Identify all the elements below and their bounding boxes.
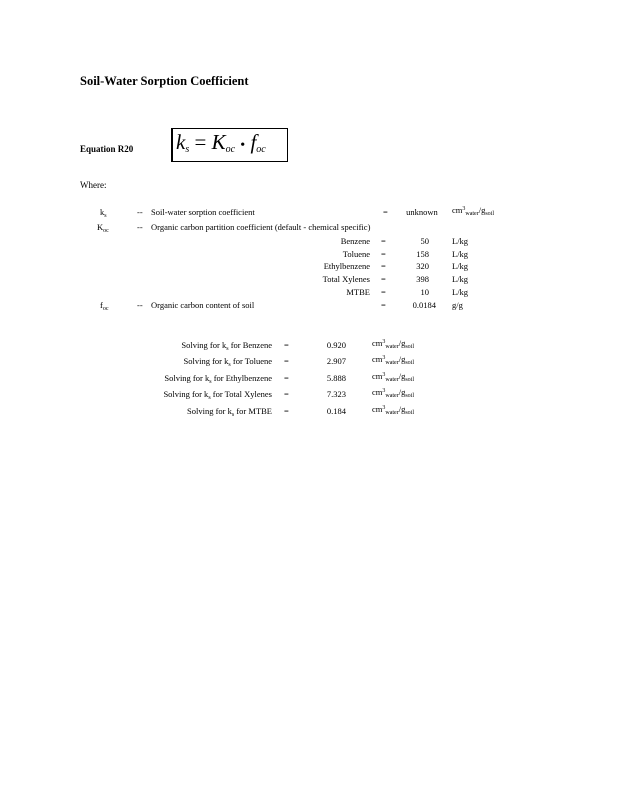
solution-value: 2.907 [326,356,346,366]
def-desc-foc: Organic carbon content of soil [151,300,255,310]
def-sep: -- [137,300,143,310]
koc-eq: = [381,249,386,259]
solution-unit: $cm^3_{water}/g_{soil}$ [372,404,415,416]
def-symbol-ks: $k_s$ [100,207,107,219]
solution-value: 7.323 [326,389,346,399]
def-symbol-koc: $K_{oc}$ [97,222,109,234]
def-desc-ks: Soil-water sorption coefficient [151,207,255,217]
koc-eq: = [381,236,386,246]
def-desc-koc: Organic carbon partition coefficient (default - chemical specific) [151,222,371,232]
def-unit-ks: $cm^3_{water}/g_{soil}$ [452,205,495,217]
def-eq: = [383,207,388,217]
def-sep: -- [137,207,143,217]
def-value-foc: 0.0184 [412,300,436,310]
koc-value: 10 [420,287,429,297]
solution-label: Solving for $k_s$ for MTBE [187,406,272,418]
equation-label: Equation R20 [80,144,134,154]
solution-label: Solving for $k_s$ for Ethylbenzene [164,373,272,385]
def-sep: -- [137,222,143,232]
solution-value: 5.888 [326,373,346,383]
koc-value: 158 [416,249,429,259]
solution-eq: = [284,373,289,383]
koc-value: 398 [416,274,429,284]
koc-name: Total Xylenes [322,274,370,284]
where-label: Where: [80,180,107,190]
solution-eq: = [284,389,289,399]
solution-label: Solving for $k_s$ for Benzene [181,340,272,352]
def-unit-foc: g/g [452,300,463,310]
koc-unit: L/kg [452,261,469,271]
solution-unit: $cm^3_{water}/g_{soil}$ [372,354,415,366]
solution-label: Solving for $k_s$ for Total Xylenes [163,389,272,401]
koc-name: Ethylbenzene [323,261,370,271]
koc-value: 320 [416,261,429,271]
solution-unit: $cm^3_{water}/g_{soil}$ [372,387,415,399]
koc-eq: = [381,287,386,297]
solution-unit: $cm^3_{water}/g_{soil}$ [372,338,415,350]
solution-value: 0.184 [326,406,346,416]
koc-unit: L/kg [452,249,469,259]
koc-eq: = [381,274,386,284]
def-eq: = [381,300,386,310]
koc-value: 50 [420,236,429,246]
koc-name: MTBE [346,287,370,297]
koc-unit: L/kg [452,274,469,284]
def-value-ks: unknown [406,207,438,217]
solution-unit: $cm^3_{water}/g_{soil}$ [372,371,415,383]
koc-eq: = [381,261,386,271]
solution-eq: = [284,356,289,366]
solution-value: 0.920 [326,340,346,350]
solution-eq: = [284,340,289,350]
koc-name: Toluene [342,249,370,259]
equation-formula: $k_s = K_{oc}$ • $f_{oc}$ [176,130,266,155]
def-symbol-foc: $f_{oc}$ [100,300,109,312]
koc-unit: L/kg [452,236,469,246]
solution-label: Solving for $k_s$ for Toluene [183,356,272,368]
page-title: Soil-Water Sorption Coefficient [80,74,249,88]
koc-name: Benzene [340,236,370,246]
solution-eq: = [284,406,289,416]
koc-unit: L/kg [452,287,469,297]
